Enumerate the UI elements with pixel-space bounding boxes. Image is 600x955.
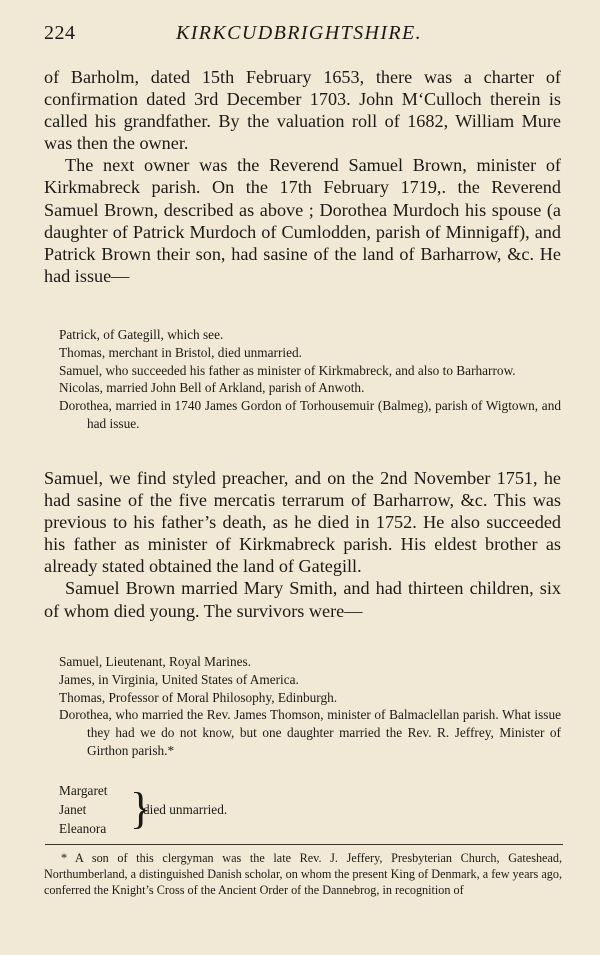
footnote-rule — [45, 844, 563, 845]
paragraph-3: Samuel, we find styled preacher, and on the 2nd November 1751, he had sasine of the five mercatis terrarum of Barharrow, &c. This was previous to his father’s death, as he died in 1752. He also succeeded his father as minister of Kirkmabreck parish. His eldest brother as already stated obtained the land of Gategill. — [44, 468, 561, 577]
list-item: Thomas, Professor of Moral Philosophy, Edinburgh. — [59, 689, 338, 705]
main-text-block-2 — [44, 467, 561, 622]
running-title: KIRKCUDBRIGHTSHIRE. — [176, 22, 423, 44]
list-item: Patrick, of Gategill, which see. — [59, 327, 224, 342]
survivors-list — [59, 653, 561, 760]
list-item: James, in Virginia, United States of America. — [59, 671, 299, 687]
paragraph-2: The next owner was the Reverend Samuel Brown, minister of Kirkmabreck parish. On the 17th February 1719,. the Reverend Samuel Brown, described as above ; Dorothea Murdoch his spouse (a daughter of Patrick Murdoch of Cumlodden, parish of Minnigaff), and Patrick Brown their son, had sasine of the land of Barharrow, &c. He had issue— — [44, 155, 561, 286]
main-text-block-1 — [44, 66, 561, 287]
name-margaret: Margaret — [59, 783, 108, 798]
page-header — [44, 22, 560, 50]
paragraph-1: of Barholm, dated 15th February 1653, there was a charter of confirmation dated 3rd December 1703. John M‘Culloch therein is called his grandfather. By the valuation roll of 1682, William Mure was then the owner. — [44, 67, 561, 154]
right-brace-icon: } — [130, 784, 152, 833]
list-item: Thomas, merchant in Bristol, died unmarried. — [59, 344, 302, 360]
paragraph-4: Samuel Brown married Mary Smith, and had thirteen children, six of whom died young. The survivors were— — [44, 578, 561, 621]
list-item: Samuel, Lieutenant, Royal Marines. — [59, 654, 252, 669]
list-item: Nicolas, married John Bell of Arkland, parish of Anwoth. — [59, 380, 365, 396]
name-eleanora: Eleanora — [59, 821, 107, 836]
page-number: 224 — [44, 22, 76, 44]
list-item: Dorothea, who married the Rev. James Thomson, minister of Balmaclellan parish. What issue they had we do not know, but one daughter married the Rev. R. Jeffrey, Minister of Girthon parish.* — [59, 707, 561, 758]
bracket-names — [59, 781, 108, 838]
unmarried-bracket-group — [59, 781, 228, 838]
footnote: * A son of this clergyman was the late Rev. J. Jeffery, Presbyterian Church, Gateshead, Northumberland, a distinguished Danish scholar, on whom the present King of Denmark, a few years ago, conferred the Knight’s Cross of the Ancient Order of the Dannebrog, in recognition of — [44, 851, 562, 897]
bracket-label: died unmarried. — [143, 802, 228, 817]
list-item: Samuel, who succeeded his father as minister of Kirkmabreck, and also to Barharrow. — [59, 362, 516, 378]
issue-list — [59, 326, 561, 433]
name-janet: Janet — [59, 802, 87, 817]
list-item: Dorothea, married in 1740 James Gordon of Torhousemuir (Balmeg), parish of Wigtown, and had issue. — [59, 398, 561, 431]
